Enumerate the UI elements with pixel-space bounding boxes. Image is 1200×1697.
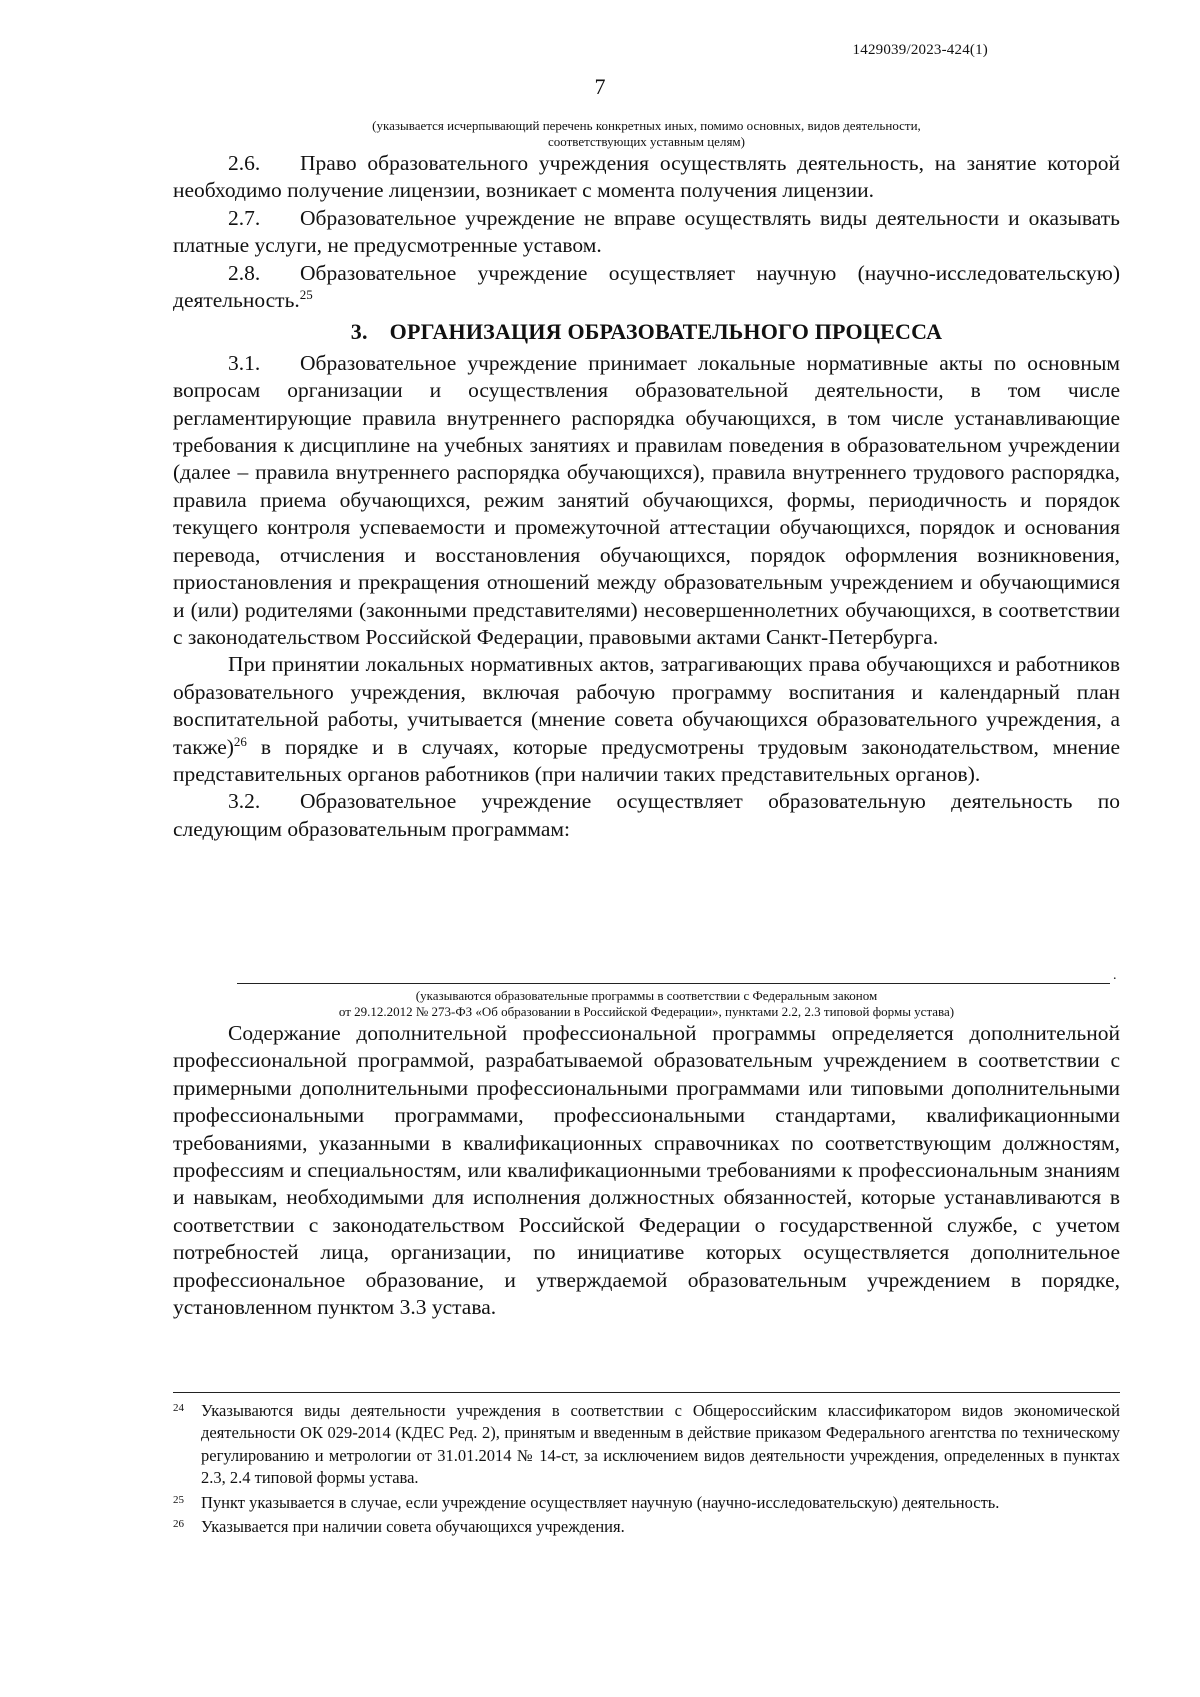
footnote-separator [173,1392,1120,1393]
footnote-text: Указываются виды деятельности учреждения в соответствии с Общероссийским классификатором видов экономической деятельности ОК 029-2014 (КДЕС Ред. 2), принятым и введенным в действие приказом Федерального агентства по техническому регулированию и метрологии от 31.01.2014 № 14-ст, за исключением видов деятельности учреждения, определенных в пунктах 2.3, 2.4 типовой формы устава. [201,1401,1120,1488]
footnote-text: Указывается при наличии совета обучающихся учреждения. [201,1517,625,1537]
section-number: 3. [350,319,368,345]
paragraph-text: Право образовательного учреждения осуществлять деятельность, на занятие которой необходимо получение лицензии, возникает с момента получения лицензии. [173,151,1120,203]
paragraph-dpp-content [173,1020,1120,1321]
footnote-ref-25: 25 [299,286,313,302]
paragraph-number: 2.8. [228,260,261,285]
footnote-26 [173,1516,1120,1538]
programs-note-line1: (указываются образовательные программы в соответствии с Федеральным законом [415,988,878,1003]
paragraph-3-2 [173,788,1120,843]
paragraph-number: 3.1. [228,350,261,375]
paragraph-text: Содержание дополнительной профессиональной программы определяется дополнительной профессиональной программой, разрабатываемой образовательным учреждением в соответствии с примерными дополнительными профессиональными программами или типовыми дополнительными профессиональными программами, профессиональными стандартами, квалификационными требованиями, указанными в квалификационных справочниках по соответствующим должностям, профессиям и специальностям, или квалификационными требованиями к профессиональным знаниям и навыкам, необходимыми для исполнения должностных обязанностей, которые устанавливаются в соответствии с законодательством Российской Федерации о государственной службе, с учетом потребностей лица, организации, по инициативе которых осуществляется дополнительное профессиональное образование, и утверждаемой образовательным учреждением в порядке, установленном пунктом 3.3 устава. [173,1021,1120,1320]
footnote-mark: 26 [173,1518,184,1531]
footnotes [173,1400,1120,1540]
paragraph-text: Образовательное учреждение принимает локальные нормативные акты по основным вопросам организации и осуществления образовательной деятельности, в том числе регламентирующие правила внутреннего распорядка обучающихся, в том числе устанавливающие требования к дисциплине на учебных занятиях и правилам поведения в образовательном учреждении (далее – правила внутреннего распорядка обучающихся), правила внутреннего трудового распорядка, правила приема обучающихся, режим занятий обучающихся, формы, периодичность и порядок текущего контроля успеваемости и промежуточной аттестации обучающихся, порядок и основания перевода, отчисления и восстановления обучающихся, порядок оформления возникновения, приостановления и прекращения отношений между образовательным учреждением и обучающимися и (или) родителями (законными представителями) несовершеннолетних обучающихся, в соответствии с законодательством Российской Федерации, правовыми актами Санкт-Петербурга. [173,350,1120,649]
paragraph-text: При принятии локальных нормативных актов, затрагивающих права обучающихся и работников образовательного учреждения, включая рабочую программу воспитания и календарный план воспитательной работы, учитывается (мнение совета обучающихся образовательного учреждения, а также) [173,652,1120,759]
lower-content [173,988,1120,1321]
paragraph-3-1 [173,350,1120,651]
paragraph-2-6 [173,150,1120,205]
paragraph-2-7 [173,205,1120,260]
programs-note [173,988,1120,1020]
paragraph-text-continued: в порядке и в случаях, которые предусмотрены трудовым законодательством, мнение представительных органов работников (при наличии таких представительных органов). [173,734,1120,786]
paragraph-text: Образовательное учреждение не вправе осуществлять виды деятельности и оказывать платные услуги, не предусмотренные уставом. [173,205,1120,258]
programs-note-line2: от 29.12.2012 № 273-ФЗ «Об образовании в Российской Федерации», пунктами 2.2, 2.3 типовой формы устава) [338,1004,955,1019]
paragraph-text: Образовательное учреждение осуществляет образовательную деятельность по следующим образовательным программам: [173,789,1120,841]
paragraph-3-1-local-acts [173,651,1120,788]
upper-content [173,118,1120,843]
footnote-ref-26: 26 [233,733,247,749]
paragraph-2-8 [173,260,1120,315]
document-number: 1429039/2023-424(1) [852,42,988,58]
activities-note [173,118,1120,150]
paragraph-number: 3.2. [228,789,261,814]
footnote-mark: 25 [173,1493,184,1506]
activities-note-line2: соответствующих уставным целям) [548,134,745,149]
footnote-24 [173,1400,1120,1490]
footnote-25 [173,1492,1120,1514]
programs-blank-end: . [1113,968,1117,983]
paragraph-number: 2.7. [228,205,261,230]
activities-note-line1: (указывается исчерпывающий перечень конкретных иных, помимо основных, видов деятельности, [372,118,921,133]
footnote-mark: 24 [173,1402,184,1414]
footnote-text: Пункт указывается в случае, если учреждение осуществляет научную (научно-исследовательскую) деятельность. [201,1492,1000,1512]
section-title: ОРГАНИЗАЦИЯ ОБРАЗОВАТЕЛЬНОГО ПРОЦЕССА [389,319,943,345]
section-3-heading [173,318,1120,345]
paragraph-number: 2.6. [228,151,261,175]
paragraph-text: Образовательное учреждение осуществляет научную (научно-исследовательскую) деятельность. [173,260,1120,313]
page-number: 7 [594,74,606,99]
programs-blank-line [237,983,1110,984]
